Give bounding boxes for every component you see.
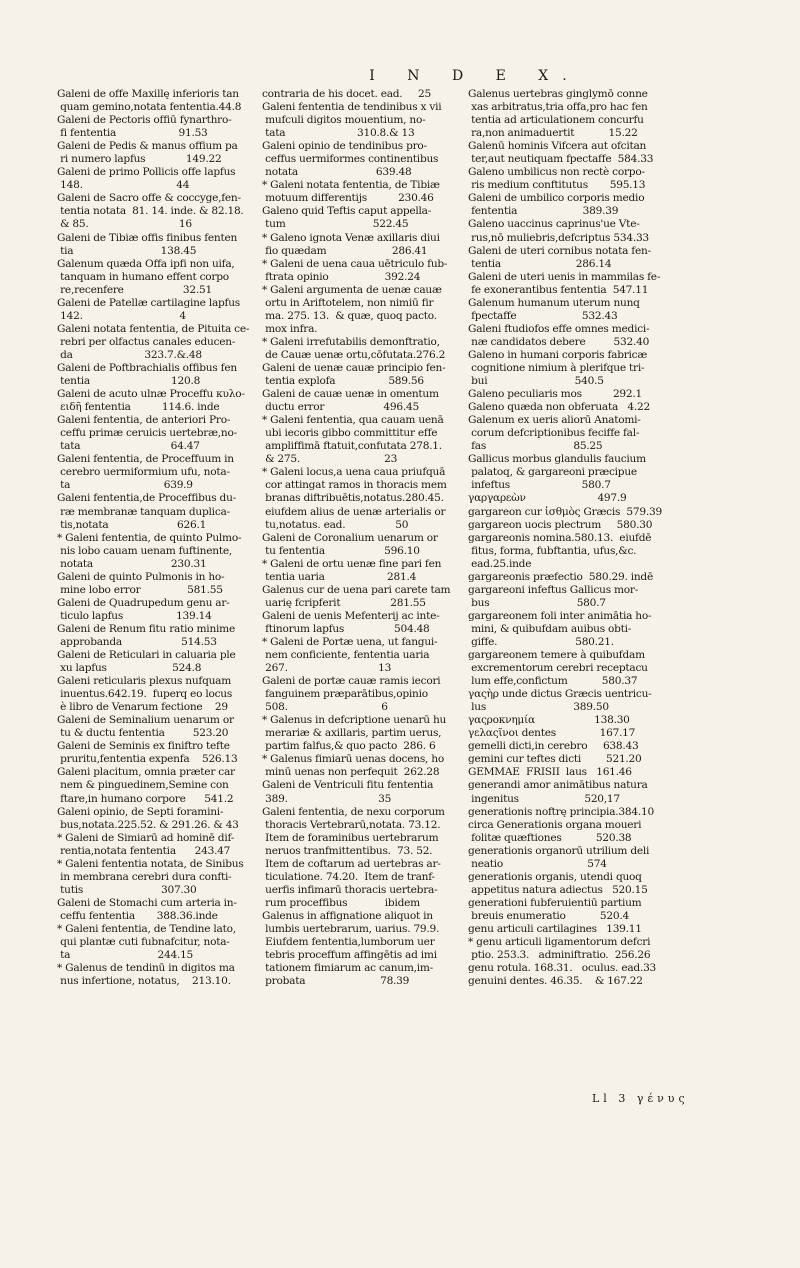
index-line: Galeni de cauæ uenæ in omentum: [262, 388, 439, 401]
index-line: tationem fimiarum ac canum,im-: [262, 962, 434, 975]
index-line: folitæ quæftiones 520.38: [468, 831, 632, 844]
index-line: Galeni ftudiofos effe omnes medici-: [468, 322, 650, 335]
index-line: cor attingat ramos in thoracis mem: [262, 479, 447, 492]
index-line: rum proceffibus ibidem: [262, 896, 420, 909]
index-line: & 275. 23: [262, 453, 398, 466]
index-line: pruritu,fententia expenfa 526.13: [57, 753, 238, 766]
index-line: gargareonis præfectio 580.29. indē: [468, 570, 653, 583]
index-line: ingenitus 520,17: [468, 792, 620, 805]
index-line: Galeni de Seminalium uenarum or: [57, 714, 234, 727]
index-line: Eiufdem fententia,lumborum uer: [262, 936, 435, 949]
index-line: gemini cur teftes dicti 521.20: [468, 753, 642, 766]
index-line: nem conficiente, fententia uaria: [262, 649, 430, 662]
index-line: de Cauæ uenæ ortu,cōfutata.276.2: [262, 348, 446, 361]
index-line: thoracis Vertebrarū,notata. 73.12.: [262, 818, 441, 831]
index-line: è libro de Venarum fectione 29: [57, 701, 228, 714]
index-line: * Galeni fententia notata, de Sinibus: [57, 857, 244, 870]
index-line: generationi fubferuientiū partium: [468, 896, 642, 909]
index-line: xas arbitratus,tria offa,pro hac fen: [468, 101, 648, 114]
index-line: uerfis infimarū thoracis uertebra-: [262, 883, 438, 896]
index-line: Galeni de Ventriculi fitu fententia: [262, 779, 434, 792]
index-line: rus,nō muliebris,defcriptus 534.33: [468, 231, 649, 244]
index-line: γαςὴρ unde dictus Græcis uentricu-: [468, 688, 652, 701]
index-line: * Galeni fententia, de Tendine lato,: [57, 923, 236, 935]
index-line: genuini dentes. 46.35. & 167.22: [468, 975, 643, 988]
index-line: Galenum quæda Offa ipfi non uifa,: [57, 257, 235, 270]
index-line: Galeno peculiaris mos 292.1: [468, 388, 643, 401]
index-line: γαςροκνημία 138.30: [468, 714, 630, 727]
index-line: Galeni de uteri cornibus notata fen-: [468, 244, 651, 257]
index-line: Galeni de Quadrupedum genu ar-: [57, 596, 230, 609]
index-line: * Galenus de tendinū in digitos ma: [57, 962, 235, 975]
index-line: ceffu primæ ceruicis uertebræ,no-: [57, 427, 237, 440]
index-line: Galeni de acuto ulnæ Proceffu κυλο-: [57, 388, 245, 401]
index-line: appetitus natura adiectus 520.15: [468, 883, 648, 896]
index-line: partim falfus,& quo pacto 286. 6: [262, 740, 436, 753]
index-line: bus 580.7: [468, 596, 606, 609]
index-line: mufculi digitos mouentium, no-: [262, 114, 426, 127]
index-line: Galeni de portæ cauæ ramis iecori: [262, 675, 441, 688]
index-line: * Galeno ignota Venæ axillaris diui: [262, 231, 440, 244]
signature-catchword: Ll 3 γένυς: [592, 1092, 689, 1105]
index-line: * Galeni notata fententia, de Tibiæ: [262, 179, 440, 192]
index-line: ticulo lapfus 139.14: [57, 609, 212, 622]
index-line: Galeni de uenæ cauæ principio fen-: [262, 361, 446, 374]
index-line: tis,notata 626.1: [57, 518, 207, 531]
index-line: tentia 120.8: [57, 375, 201, 388]
index-line: contraria de his docet. ead. 25: [262, 88, 431, 100]
index-line: Galeni de uteri uenis in mammilas fe-: [468, 270, 661, 283]
index-line: ræ membranæ tanquam duplica-: [57, 505, 230, 518]
index-line: motuum differentijs 230.46: [262, 192, 434, 205]
index-line: in membrana cerebri dura confti-: [57, 870, 232, 883]
index-line: tentia uaria 281.4: [262, 570, 417, 583]
index-line: * Galeni de Portæ uena, ut fangui-: [262, 635, 438, 648]
index-line: ta 639.9: [57, 479, 193, 492]
index-line: notata 230.31: [57, 557, 207, 570]
index-line: nis lobo cauam uenam fuftinente,: [57, 544, 232, 557]
index-line: Item de coftarum ad uertebras ar-: [262, 857, 441, 870]
index-line: probata 78.39: [262, 975, 410, 988]
index-line: Galeni opinio, de Septi foramini-: [57, 805, 224, 818]
index-line: Galeni placitum, omnia præter car: [57, 766, 235, 779]
index-line: Galeni fententia de tendinibus x vii: [262, 101, 442, 114]
index-line: fitus, forma, fubftantia, ufus,&c.: [468, 544, 637, 557]
index-line: Galeni de Seminis ex finiftro tefte: [57, 740, 230, 753]
index-line: tentia ad articulationem concurfu: [468, 114, 644, 127]
index-line: ri numero lapfus 149.22: [57, 153, 222, 166]
index-line: tutis 307.30: [57, 883, 197, 896]
index-line: approbanda 514.53: [57, 635, 217, 648]
index-line: * Galeni de Simiarū ad hominē dif-: [57, 831, 235, 844]
index-line: Galeni de Patellæ cartilagine lapfus: [57, 296, 240, 309]
index-line: tata 310.8.& 13: [262, 127, 415, 140]
index-line: GEMMAE FRISII laus 161.46: [468, 766, 632, 779]
index-line: corum defcriptionibus feciffe fal-: [468, 427, 640, 440]
index-line: Galeni de primo Pollicis offe lapfus: [57, 166, 236, 179]
index-line: 389. 35: [262, 792, 392, 805]
index-line: * Galeni argumenta de uenæ cauæ: [262, 283, 442, 296]
index-line: ta 244.15: [57, 949, 194, 962]
index-line: excrementorum cerebri receptacu: [468, 662, 648, 675]
index-line: Galeni de Renum fitu ratio minime: [57, 622, 235, 635]
index-line: Galeni de Pectoris offiū fynarthro-: [57, 114, 232, 127]
index-line: ceffus uermiformes continentibus: [262, 153, 439, 166]
index-line: tu fententia 596.10: [262, 544, 420, 557]
index-line: re,recenfere 32.51: [57, 283, 213, 296]
index-line: generandi amor animātibus natura: [468, 779, 648, 792]
index-line: tia 138.45: [57, 244, 197, 257]
index-line: Galeni reticularis plexus nufquam: [57, 675, 232, 688]
index-line: neruos tranfmittentibus. 73. 52.: [262, 844, 433, 857]
index-line: Galeni fententia, de nexu corporum: [262, 805, 445, 818]
index-line: genu articuli cartilagines 139.11: [468, 923, 642, 935]
index-line: fententia 389.39: [468, 205, 619, 218]
index-line: Galeni notata fententia, de Pituita ce-: [57, 322, 250, 335]
index-line: infeftus 580.7: [468, 479, 611, 492]
index-line: Galeno in humani corporis fabricæ: [468, 348, 648, 361]
index-line: Galeni opinio de tendinibus pro-: [262, 140, 427, 153]
index-line: Galeni de Sacro offe & coccyge,fen-: [57, 192, 241, 205]
index-line: lum effe,confictum 580.37: [468, 675, 638, 688]
index-line: gargareonem temere à quibufdam: [468, 649, 645, 662]
index-line: Galenum humanum uterum nunq: [468, 296, 640, 309]
index-line: mini, & quibufdam auibus obti-: [468, 622, 632, 635]
index-line: γαργαρεὼν 497.9: [468, 492, 627, 505]
index-line: tentia notata 81. 14. inde. & 82.18.: [57, 205, 244, 218]
index-line: tata 64.47: [57, 440, 200, 453]
index-line: Galeni de Tibiæ offis finibus fenten: [57, 231, 238, 244]
index-line: gargareon cur ἰσθμὸς Græcis 579.39: [468, 505, 662, 518]
index-line: Galeni de Reticulari in caluaria ple: [57, 649, 236, 662]
index-line: gargareonis nomina.580.13. eiufdē: [468, 531, 652, 544]
index-line: genu rotula. 168.31. oculus. ead.33: [468, 962, 657, 975]
index-line: tentia 286.14: [468, 257, 612, 270]
index-line: tebris proceffum affingētis ad imi: [262, 949, 437, 962]
index-line: generationis noftrę principia.384.10: [468, 805, 654, 818]
index-line: ter,aut neutiquam fpectaffe 584.33: [468, 153, 654, 166]
index-line: bui 540.5: [468, 375, 604, 388]
index-line: ma. 275. 13. & quæ, quoq pacto.: [262, 309, 437, 322]
index-line: Galenum ex ueris aliorū Anatomi-: [468, 414, 641, 427]
index-line: fpectaffe 532.43: [468, 309, 618, 322]
index-line: Galeni de uenis Mefenterij ac inte-: [262, 609, 440, 622]
index-line: Galeni fententia, de Proceffuum in: [57, 453, 234, 466]
index-line: * Galenus fimiarū uenas docens, ho: [262, 753, 444, 766]
index-line: breuis enumeratio 520.4: [468, 909, 629, 922]
index-line: da 323.7.&.48: [57, 348, 202, 361]
index-line: ptio. 253.3. adminiftratio. 256.26: [468, 949, 651, 962]
index-line: mine lobo error 581.55: [57, 583, 223, 596]
index-line: 508. 6: [262, 701, 388, 714]
index-line: 267. 13: [262, 662, 392, 675]
index-line: ειδῆ fententia 114.6. inde: [57, 401, 220, 414]
index-line: ftare,in humano corpore 541.2: [57, 792, 234, 805]
index-line: Galeni de quinto Pulmonis in ho-: [57, 570, 225, 583]
index-line: minū uenas non perfequit 262.28: [262, 766, 440, 779]
index-line: inuentus.642.19. fuperq eo locus: [57, 688, 233, 701]
index-line: Item de foraminibus uertebrarum: [262, 831, 439, 844]
index-line: ampliffimā ftatuit,confutata 278.1.: [262, 440, 442, 453]
index-line: * genu articuli ligamentorum defcri: [468, 936, 651, 949]
index-line: Galeno quid Teftis caput appella-: [262, 205, 432, 218]
index-line: * Galeni irrefutabilis demonftratio,: [262, 335, 440, 348]
index-line: gargareoni infeftus Gallicus mor-: [468, 583, 639, 596]
index-line: notata 639.48: [262, 166, 412, 179]
index-line: tum 522.45: [262, 218, 409, 231]
index-line: Galeni fententia,de Proceffibus du-: [57, 492, 236, 505]
index-line: xu lapfus 524.8: [57, 662, 202, 675]
index-line: fi fententia 91.53: [57, 127, 208, 140]
index-line: ris medium conftitutus 595.13: [468, 179, 646, 192]
index-line: næ candidatos debere 532.40: [468, 335, 650, 348]
index-line: * Galeni de ortu uenæ fine pari fen: [262, 557, 442, 570]
index-line: nem & pinguedinem,Semine con: [57, 779, 229, 792]
index-line: fe exonerantibus fententia 547.11: [468, 283, 649, 296]
index-line: circa Generationis organa moueri: [468, 818, 642, 831]
index-line: ra,non animaduertit 15.22: [468, 127, 638, 140]
index-line: & 85. 16: [57, 218, 192, 231]
index-line: mox infra.: [262, 322, 318, 335]
index-line: Galeni de offe Maxillę inferioris tan: [57, 88, 239, 100]
index-line: generationis organorū utrilium deli: [468, 844, 650, 857]
index-line: ortu in Ariftotelem, non nimiū fir: [262, 296, 434, 309]
index-line: branas diftribuētis,notatus.280.45.: [262, 492, 444, 505]
index-line: * Galeni locus,a uena caua priufquā: [262, 466, 446, 479]
index-line: ead.25.inde: [468, 557, 532, 570]
index-line: * Galeni fententia, de quinto Pulmo-: [57, 531, 242, 544]
index-line: Galeni fententia, de anteriori Pro-: [57, 414, 231, 427]
index-line: * Galeni fententia, qua cauam uenā: [262, 414, 444, 427]
index-line: gargareonem foli inter animātia ho-: [468, 609, 652, 622]
index-line: * Galenus in defcriptione uenarū hu: [262, 714, 447, 727]
index-line: Galeni de Coronalium uenarum or: [262, 531, 438, 544]
index-line: giffe. 580.21.: [468, 635, 614, 648]
index-line: γελαςῖνοι dentes 167.17: [468, 727, 636, 740]
index-line: lumbis uertebrarum, uarius. 79.9.: [262, 923, 440, 935]
index-line: tentia explofa 589.56: [262, 375, 424, 388]
index-line: fas 85.25: [468, 440, 603, 453]
index-line: rentia,notata fententia 243.47: [57, 844, 231, 857]
index-line: Galeni de Poftbrachialis offibus fen: [57, 361, 237, 374]
index-line: Galenus in affignatione aliquot in: [262, 909, 433, 922]
index-line: qui plantæ cuti fubnafcitur, nota-: [57, 936, 230, 949]
index-line: gemelli dicti,in cerebro 638.43: [468, 740, 639, 753]
index-line: Galenus uertebras ginglymō conne: [468, 88, 648, 100]
index-line: tu & ductu fententia 523.20: [57, 727, 229, 740]
index-line: cerebro uermiformium ufu, nota-: [57, 466, 230, 479]
index-line: 142. 4: [57, 309, 186, 322]
index-line: gargareon uocis plectrum 580.30: [468, 518, 653, 531]
index-line: fio quædam 286.41: [262, 244, 428, 257]
index-line: rebri per olfactus canales educen-: [57, 335, 236, 348]
index-line: merariæ & axillaris, partim uerus,: [262, 727, 442, 740]
index-line: Galenū hominis Vifcera aut ofcitan: [468, 140, 647, 153]
index-line: Galenus cur de uena pari carete tam: [262, 583, 451, 596]
index-line: cognitione nimium à plerifque tri-: [468, 361, 645, 374]
index-line: tanquam in humano effent corpo: [57, 270, 229, 283]
index-line: quam gemino,notata fententia.44.8: [57, 101, 242, 114]
index-line: uarię fcripferit 281.55: [262, 596, 426, 609]
index-line: fanguinem præparātibus,opinio: [262, 688, 428, 701]
index-column-1: [57, 88, 250, 988]
index-line: ductu error 496.45: [262, 401, 419, 414]
index-line: 148. 44: [57, 179, 190, 192]
index-line: nus infertione, notatus, 213.10.: [57, 975, 231, 988]
index-column-2: [262, 88, 455, 988]
index-line: ubi iecoris gibbo committitur effe: [262, 427, 438, 440]
index-line: Galeno uaccinus caprinus'ue Vte-: [468, 218, 640, 231]
index-line: eiufdem alius de uenæ arterialis or: [262, 505, 446, 518]
index-line: lus 389.50: [468, 701, 609, 714]
index-line: Galeni de Pedis & manus offium pa: [57, 140, 238, 153]
index-line: bus,notata.225.52. & 291.26. & 43: [57, 818, 239, 831]
index-line: ftrata opinio 392.24: [262, 270, 421, 283]
index-line: Galeni de Stomachi cum arteria in-: [57, 896, 237, 909]
index-line: ticulatione. 74.20. Item de tranf-: [262, 870, 435, 883]
index-line: Gallicus morbus glandulis faucium: [468, 453, 646, 466]
index-line: generationis organis, utendi quoq: [468, 870, 642, 883]
index-line: * Galeni de uena caua uētriculo fub-: [262, 257, 448, 270]
index-line: tu,notatus. ead. 50: [262, 518, 409, 531]
index-line: ceffu fententia 388.36.inde: [57, 909, 218, 922]
page-header: I N D E X.: [369, 68, 581, 84]
index-line: Galeno umbilicus non rectè corpo-: [468, 166, 645, 179]
index-line: Galeni de umbilico corporis medio: [468, 192, 645, 205]
index-line: neatio 574: [468, 857, 607, 870]
index-column-3: [468, 88, 668, 988]
index-line: ftinorum lapfus 504.48: [262, 622, 430, 635]
index-line: Galeno quæda non obferuata 4.22: [468, 401, 650, 414]
index-line: palatoq, & gargareoni præcipue: [468, 466, 637, 479]
